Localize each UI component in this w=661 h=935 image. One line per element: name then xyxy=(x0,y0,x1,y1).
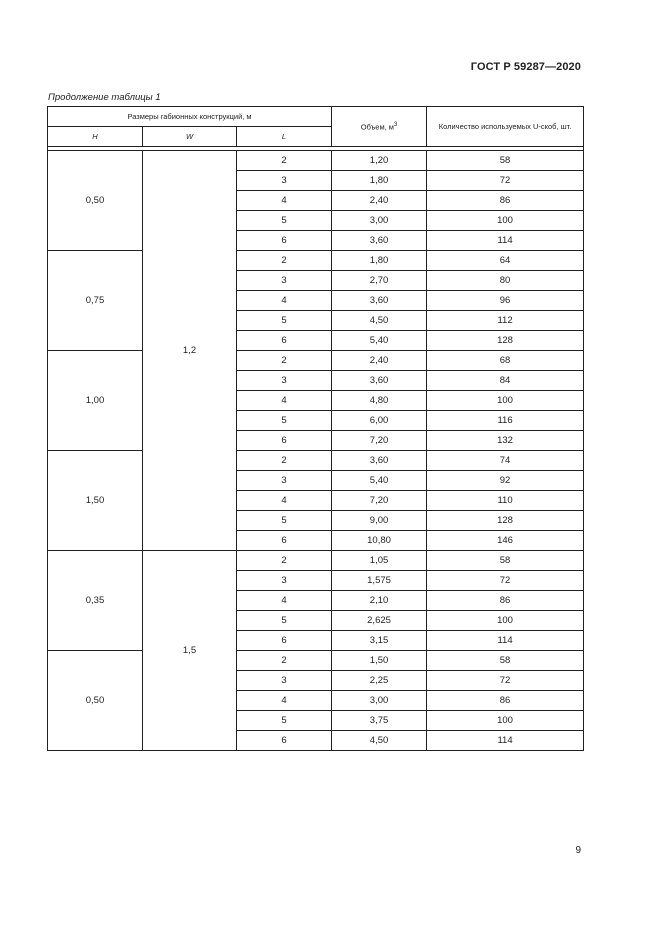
cell-volume: 2,40 xyxy=(332,191,427,211)
cell-l: 3 xyxy=(237,171,332,191)
cell-volume: 3,00 xyxy=(332,691,427,711)
cell-volume: 3,60 xyxy=(332,291,427,311)
cell-h: 0,75 xyxy=(48,251,143,351)
cell-volume: 7,20 xyxy=(332,491,427,511)
cell-l: 3 xyxy=(237,271,332,291)
cell-count: 72 xyxy=(427,171,584,191)
cell-l: 4 xyxy=(237,191,332,211)
cell-count: 86 xyxy=(427,191,584,211)
cell-count: 114 xyxy=(427,731,584,751)
cell-count: 100 xyxy=(427,391,584,411)
table-row xyxy=(48,151,584,171)
cell-volume: 1,50 xyxy=(332,651,427,671)
cell-l: 2 xyxy=(237,351,332,371)
header-h: H xyxy=(48,127,143,147)
cell-l: 5 xyxy=(237,611,332,631)
cell-l: 5 xyxy=(237,311,332,331)
cell-l: 3 xyxy=(237,471,332,491)
table-caption: Продолжение таблицы 1 xyxy=(48,92,161,103)
table-row xyxy=(48,551,584,571)
cell-count: 84 xyxy=(427,371,584,391)
cell-count: 58 xyxy=(427,151,584,171)
cell-volume: 10,80 xyxy=(332,531,427,551)
cell-volume: 7,20 xyxy=(332,431,427,451)
cell-count: 128 xyxy=(427,511,584,531)
cell-l: 4 xyxy=(237,291,332,311)
cell-l: 2 xyxy=(237,651,332,671)
cell-l: 6 xyxy=(237,531,332,551)
cell-volume: 1,575 xyxy=(332,571,427,591)
cell-volume: 2,625 xyxy=(332,611,427,631)
cell-volume: 3,60 xyxy=(332,451,427,471)
cell-count: 68 xyxy=(427,351,584,371)
cell-volume: 1,80 xyxy=(332,171,427,191)
table-row xyxy=(48,251,584,271)
cell-h: 1,00 xyxy=(48,351,143,451)
table-row xyxy=(48,451,584,471)
table-row xyxy=(48,651,584,671)
cell-count: 100 xyxy=(427,711,584,731)
cell-w: 1,5 xyxy=(143,551,237,751)
cell-count: 64 xyxy=(427,251,584,271)
cell-volume: 5,40 xyxy=(332,471,427,491)
cell-volume: 2,40 xyxy=(332,351,427,371)
cell-count: 100 xyxy=(427,211,584,231)
header-volume xyxy=(332,107,427,147)
cell-count: 114 xyxy=(427,631,584,651)
cell-h: 0,50 xyxy=(48,651,143,751)
cell-w: 1,2 xyxy=(143,151,237,551)
cell-volume: 3,15 xyxy=(332,631,427,651)
cell-l: 2 xyxy=(237,251,332,271)
cell-l: 5 xyxy=(237,711,332,731)
cell-l: 6 xyxy=(237,631,332,651)
cell-volume: 6,00 xyxy=(332,411,427,431)
cell-volume: 4,50 xyxy=(332,731,427,751)
cell-l: 3 xyxy=(237,671,332,691)
cell-l: 6 xyxy=(237,231,332,251)
cell-count: 96 xyxy=(427,291,584,311)
cell-l: 5 xyxy=(237,511,332,531)
cell-h: 0,35 xyxy=(48,551,143,651)
cell-l: 2 xyxy=(237,551,332,571)
cell-volume: 2,10 xyxy=(332,591,427,611)
document-code: ГОСТ Р 59287—2020 xyxy=(470,61,581,73)
cell-l: 5 xyxy=(237,211,332,231)
header-volume-sup: 3 xyxy=(393,121,398,128)
cell-volume: 4,80 xyxy=(332,391,427,411)
cell-l: 2 xyxy=(237,151,332,171)
header-count: Количество используемых U-скоб, шт. xyxy=(427,107,584,147)
cell-volume: 9,00 xyxy=(332,511,427,531)
cell-count: 72 xyxy=(427,671,584,691)
page-number: 9 xyxy=(575,845,581,856)
cell-volume: 4,50 xyxy=(332,311,427,331)
cell-count: 116 xyxy=(427,411,584,431)
cell-volume: 3,60 xyxy=(332,371,427,391)
cell-volume: 1,80 xyxy=(332,251,427,271)
header-l: L xyxy=(237,127,332,147)
table-row xyxy=(48,351,584,371)
cell-volume: 2,70 xyxy=(332,271,427,291)
cell-l: 6 xyxy=(237,431,332,451)
cell-count: 74 xyxy=(427,451,584,471)
cell-h: 1,50 xyxy=(48,451,143,551)
cell-l: 6 xyxy=(237,331,332,351)
cell-volume: 1,20 xyxy=(332,151,427,171)
cell-volume: 3,00 xyxy=(332,211,427,231)
cell-count: 112 xyxy=(427,311,584,331)
header-volume-text: Объем, м xyxy=(360,122,394,132)
table-body xyxy=(48,147,584,751)
cell-count: 114 xyxy=(427,231,584,251)
cell-count: 86 xyxy=(427,691,584,711)
cell-count: 146 xyxy=(427,531,584,551)
cell-count: 100 xyxy=(427,611,584,631)
cell-volume: 3,60 xyxy=(332,231,427,251)
cell-l: 4 xyxy=(237,591,332,611)
cell-l: 4 xyxy=(237,691,332,711)
cell-count: 58 xyxy=(427,551,584,571)
cell-l: 5 xyxy=(237,411,332,431)
header-dimensions: Размеры габионных конструкций, м xyxy=(48,107,332,127)
gabion-table xyxy=(47,106,584,751)
cell-l: 3 xyxy=(237,371,332,391)
cell-l: 4 xyxy=(237,491,332,511)
cell-volume: 2,25 xyxy=(332,671,427,691)
cell-count: 72 xyxy=(427,571,584,591)
cell-volume: 5,40 xyxy=(332,331,427,351)
cell-volume: 3,75 xyxy=(332,711,427,731)
cell-l: 2 xyxy=(237,451,332,471)
cell-l: 6 xyxy=(237,731,332,751)
cell-h: 0,50 xyxy=(48,151,143,251)
cell-volume: 1,05 xyxy=(332,551,427,571)
cell-count: 132 xyxy=(427,431,584,451)
cell-count: 86 xyxy=(427,591,584,611)
cell-count: 110 xyxy=(427,491,584,511)
cell-l: 4 xyxy=(237,391,332,411)
cell-count: 58 xyxy=(427,651,584,671)
cell-count: 80 xyxy=(427,271,584,291)
cell-count: 128 xyxy=(427,331,584,351)
header-w: W xyxy=(143,127,237,147)
cell-l: 3 xyxy=(237,571,332,591)
cell-count: 92 xyxy=(427,471,584,491)
